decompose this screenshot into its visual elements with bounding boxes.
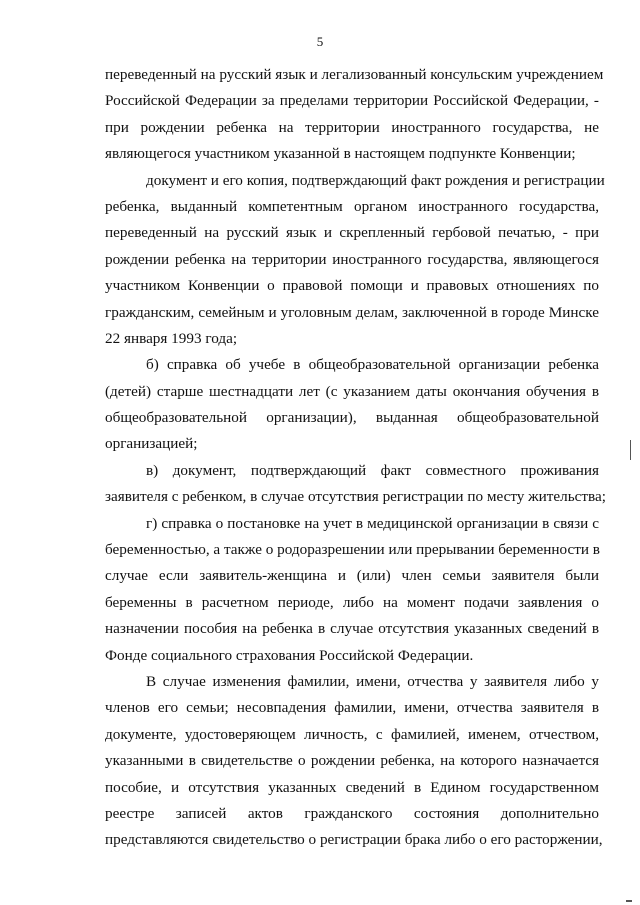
text-line: реестре записей актов гражданского состояния дополнительно <box>105 804 599 822</box>
text-line: общеобразовательной организации), выданная общеобразовательной <box>105 409 599 427</box>
text-line: В случае изменения фамилии, имени, отчества у заявителя либо у <box>146 672 599 690</box>
document-body <box>105 62 606 854</box>
text-line: в) документ, подтверждающий факт совместного проживания <box>146 461 599 479</box>
scan-artifact-corner <box>626 900 632 902</box>
text-line: организацией; <box>105 435 198 453</box>
text-line: беременностью, а также о родоразрешении или прерывании беременности в <box>105 541 600 559</box>
text-line: документ и его копия, подтверждающий факт рождения и регистрации <box>146 171 605 189</box>
text-line: указанными в свидетельстве о рождении ребенка, на которого назначается <box>105 752 599 770</box>
text-line: г) справка о постановке на учет в медицинской организации в связи с <box>146 514 599 532</box>
page-number: 5 <box>316 34 324 49</box>
text-line: Фонде социального страхования Российской Федерации. <box>105 646 474 664</box>
text-line: случае если заявитель-женщина и (или) член семьи заявителя были <box>105 567 599 585</box>
text-line: ребенка, выданный компетентным органом иностранного государства, <box>105 197 599 215</box>
text-line: документе, удостоверяющем личность, с фамилией, именем, отчеством, <box>105 725 599 743</box>
text-line: гражданским, семейным и уголовным делам, заключенной в городе Минске <box>105 303 599 321</box>
text-line: Российской Федерации за пределами территории Российской Федерации, - <box>105 92 599 110</box>
text-line: б) справка об учебе в общеобразовательной организации ребенка <box>146 356 599 374</box>
text-line: назначении пособия на ребенка в случае отсутствия указанных сведений в <box>105 620 599 638</box>
text-line: (детей) старше шестнадцати лет (с указанием даты окончания обучения в <box>105 382 599 400</box>
text-line: беременны в расчетном периоде, либо на момент подачи заявления о <box>105 593 599 611</box>
text-line: пособие, и отсутствия указанных сведений в Едином государственном <box>105 778 599 796</box>
text-line: переведенный на русский язык и скрепленный гербовой печатью, - при <box>105 224 599 242</box>
text-line: заявителя с ребенком, в случае отсутствия регистрации по месту жительства; <box>105 488 606 506</box>
scan-artifact-line <box>630 440 631 460</box>
text-line: 22 января 1993 года; <box>105 329 238 347</box>
text-line: переведенный на русский язык и легализованный консульским учреждением <box>105 66 604 83</box>
text-line: членов его семьи; несовпадения фамилии, имени, отчества заявителя в <box>105 699 599 717</box>
text-line: представляются свидетельство о регистрации брака либо о его расторжении, <box>105 831 603 849</box>
text-line: при рождении ребенка на территории иностранного государства, не <box>105 118 599 136</box>
text-line: являющегося участником указанной в настоящем подпункте Конвенции; <box>105 145 576 163</box>
text-line: участником Конвенции о правовой помощи и правовых отношениях по <box>105 277 599 295</box>
text-line: рождении ребенка на территории иностранного государства, являющегося <box>105 250 599 268</box>
